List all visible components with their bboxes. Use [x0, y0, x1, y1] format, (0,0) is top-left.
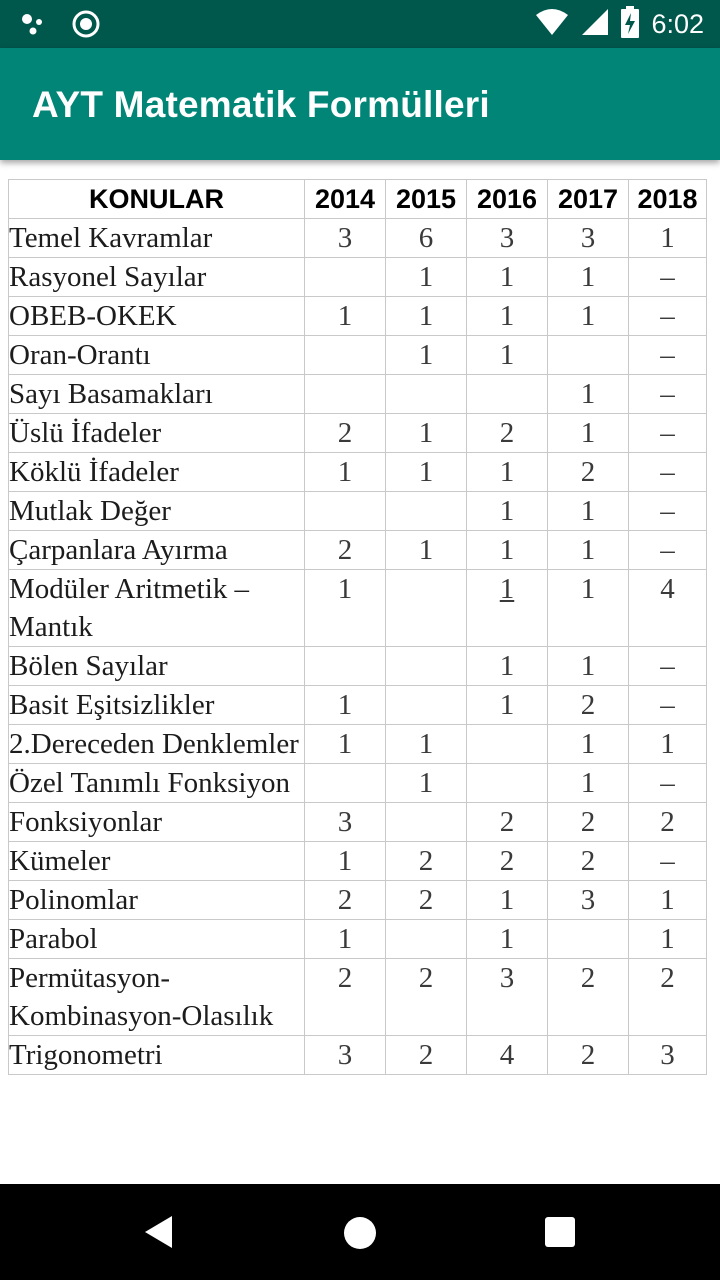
- count-cell: 2: [629, 959, 707, 1036]
- status-bar: [0, 0, 720, 48]
- count-cell: 1: [386, 725, 467, 764]
- topic-label: 2.Dereceden Denklemler: [9, 725, 305, 764]
- topic-label: Mutlak Değer: [9, 492, 305, 531]
- count-cell: 1: [386, 453, 467, 492]
- topic-label: Sayı Basamakları: [9, 375, 305, 414]
- count-cell: 1: [467, 492, 548, 531]
- notification-dots-icon: [20, 10, 50, 43]
- count-cell: 1: [629, 219, 707, 258]
- count-cell: 1: [467, 531, 548, 570]
- count-cell: 2: [548, 803, 629, 842]
- count-cell: [305, 492, 386, 531]
- topic-label: Basit Eşitsizlikler: [9, 686, 305, 725]
- count-cell: –: [629, 258, 707, 297]
- count-cell: –: [629, 414, 707, 453]
- count-cell: 3: [467, 959, 548, 1036]
- count-cell: 1: [386, 414, 467, 453]
- count-cell: 1: [548, 764, 629, 803]
- count-cell: 1: [467, 647, 548, 686]
- count-cell: [305, 336, 386, 375]
- count-cell: 1: [548, 725, 629, 764]
- table-row: [9, 647, 707, 686]
- topic-label: Permütasyon-Kombinasyon-Olasılık: [9, 959, 305, 1036]
- count-cell: 2: [467, 414, 548, 453]
- count-cell: 1: [548, 492, 629, 531]
- table-row: [9, 725, 707, 764]
- recents-icon[interactable]: [544, 1216, 576, 1253]
- topic-label: Polinomlar: [9, 881, 305, 920]
- table-header-row: [9, 180, 707, 219]
- count-cell: 2: [548, 686, 629, 725]
- count-cell: –: [629, 764, 707, 803]
- count-cell: [467, 764, 548, 803]
- count-cell: 1: [629, 920, 707, 959]
- count-cell: 1: [305, 842, 386, 881]
- count-cell: 4: [467, 1036, 548, 1075]
- count-cell: [305, 764, 386, 803]
- count-cell: 2: [467, 803, 548, 842]
- table-row: [9, 570, 707, 647]
- topic-label: Çarpanlara Ayırma: [9, 531, 305, 570]
- topic-label: Rasyonel Sayılar: [9, 258, 305, 297]
- table-row: [9, 531, 707, 570]
- count-cell: [386, 375, 467, 414]
- table-row: [9, 920, 707, 959]
- count-cell: 1: [467, 297, 548, 336]
- table-row: [9, 258, 707, 297]
- topic-label: Trigonometri: [9, 1036, 305, 1075]
- count-cell: 1: [386, 764, 467, 803]
- count-cell: [386, 570, 467, 647]
- count-cell: 1: [305, 297, 386, 336]
- header-2014: 2014: [305, 180, 386, 219]
- count-cell: 1: [548, 414, 629, 453]
- count-cell: 1: [305, 725, 386, 764]
- table-row: [9, 881, 707, 920]
- count-cell: [467, 375, 548, 414]
- count-cell: 3: [548, 881, 629, 920]
- count-cell: 3: [305, 219, 386, 258]
- navigation-bar: [0, 1184, 720, 1280]
- count-cell: 1: [386, 258, 467, 297]
- count-cell: 2: [305, 959, 386, 1036]
- table-row: [9, 492, 707, 531]
- count-cell: –: [629, 375, 707, 414]
- table-row: [9, 336, 707, 375]
- topics-table: [8, 179, 707, 1075]
- count-cell: 1: [386, 531, 467, 570]
- battery-charging-icon: [621, 6, 639, 43]
- topic-label: Fonksiyonlar: [9, 803, 305, 842]
- count-cell: 1: [548, 647, 629, 686]
- count-cell: 2: [386, 959, 467, 1036]
- table-row: [9, 959, 707, 1036]
- count-cell: 3: [305, 803, 386, 842]
- count-cell: 2: [467, 842, 548, 881]
- count-cell: 1: [467, 336, 548, 375]
- topic-label: Temel Kavramlar: [9, 219, 305, 258]
- count-cell: 1: [386, 297, 467, 336]
- count-cell: [386, 492, 467, 531]
- count-cell: 1: [548, 570, 629, 647]
- count-cell: 1: [548, 531, 629, 570]
- count-cell: 2: [548, 959, 629, 1036]
- topic-label: Parabol: [9, 920, 305, 959]
- topic-label: Oran-Orantı: [9, 336, 305, 375]
- home-icon[interactable]: [342, 1215, 378, 1256]
- count-cell: 2: [305, 414, 386, 453]
- count-cell: [386, 920, 467, 959]
- header-2015: 2015: [386, 180, 467, 219]
- table-row: [9, 375, 707, 414]
- count-cell: 2: [386, 1036, 467, 1075]
- app-bar: [0, 48, 720, 160]
- header-2018: 2018: [629, 180, 707, 219]
- count-cell: –: [629, 686, 707, 725]
- count-cell: 1: [467, 258, 548, 297]
- header-2016: 2016: [467, 180, 548, 219]
- count-cell: 1: [548, 375, 629, 414]
- count-cell: 1: [467, 686, 548, 725]
- sync-circle-icon: [72, 10, 100, 43]
- count-cell: [305, 375, 386, 414]
- table-row: [9, 686, 707, 725]
- count-cell: 1: [629, 881, 707, 920]
- table-row: [9, 414, 707, 453]
- table-row: [9, 842, 707, 881]
- count-cell: 3: [548, 219, 629, 258]
- count-cell: 1: [467, 453, 548, 492]
- table-row: [9, 453, 707, 492]
- count-cell: –: [629, 647, 707, 686]
- topic-label: Kümeler: [9, 842, 305, 881]
- topic-label: Özel Tanımlı Fonksiyon: [9, 764, 305, 803]
- count-cell: 3: [467, 219, 548, 258]
- count-cell: 4: [629, 570, 707, 647]
- topic-label: Üslü İfadeler: [9, 414, 305, 453]
- count-cell: 2: [305, 881, 386, 920]
- count-cell: 2: [386, 881, 467, 920]
- topic-label: Modüler Aritmetik – Mantık: [9, 570, 305, 647]
- topic-label: OBEB-OKEK: [9, 297, 305, 336]
- table-row: [9, 764, 707, 803]
- count-cell: 1: [467, 570, 548, 647]
- count-cell: –: [629, 453, 707, 492]
- count-cell: [386, 647, 467, 686]
- table-row: [9, 219, 707, 258]
- count-cell: 2: [548, 453, 629, 492]
- count-cell: 3: [305, 1036, 386, 1075]
- count-cell: [305, 258, 386, 297]
- count-cell: 1: [548, 258, 629, 297]
- table-row: [9, 1036, 707, 1075]
- table-row: [9, 803, 707, 842]
- count-cell: 1: [467, 881, 548, 920]
- page-title: AYT Matematik Formülleri: [32, 84, 490, 125]
- count-cell: [305, 647, 386, 686]
- count-cell: 2: [548, 1036, 629, 1075]
- header-konular: KONULAR: [9, 180, 305, 219]
- header-2017: 2017: [548, 180, 629, 219]
- count-cell: 1: [305, 570, 386, 647]
- count-cell: –: [629, 297, 707, 336]
- count-cell: 2: [629, 803, 707, 842]
- table-row: [9, 297, 707, 336]
- count-cell: –: [629, 842, 707, 881]
- status-time: 6:02: [651, 9, 704, 39]
- topic-label: Bölen Sayılar: [9, 647, 305, 686]
- count-cell: –: [629, 531, 707, 570]
- count-cell: [467, 725, 548, 764]
- count-cell: [548, 920, 629, 959]
- count-cell: 2: [386, 842, 467, 881]
- count-cell: 1: [386, 336, 467, 375]
- content-area[interactable]: [0, 160, 720, 1184]
- count-cell: –: [629, 492, 707, 531]
- count-cell: 1: [629, 725, 707, 764]
- wifi-icon: [535, 7, 569, 42]
- count-cell: 1: [548, 297, 629, 336]
- back-icon[interactable]: [142, 1214, 178, 1255]
- topic-label: Köklü İfadeler: [9, 453, 305, 492]
- count-cell: 1: [467, 920, 548, 959]
- count-cell: 1: [305, 920, 386, 959]
- count-cell: 3: [629, 1036, 707, 1075]
- count-cell: [386, 803, 467, 842]
- signal-icon: [581, 7, 609, 42]
- count-cell: 6: [386, 219, 467, 258]
- count-cell: 1: [305, 686, 386, 725]
- count-cell: [548, 336, 629, 375]
- count-cell: 1: [305, 453, 386, 492]
- count-cell: [386, 686, 467, 725]
- count-cell: –: [629, 336, 707, 375]
- count-cell: 2: [548, 842, 629, 881]
- count-cell: 2: [305, 531, 386, 570]
